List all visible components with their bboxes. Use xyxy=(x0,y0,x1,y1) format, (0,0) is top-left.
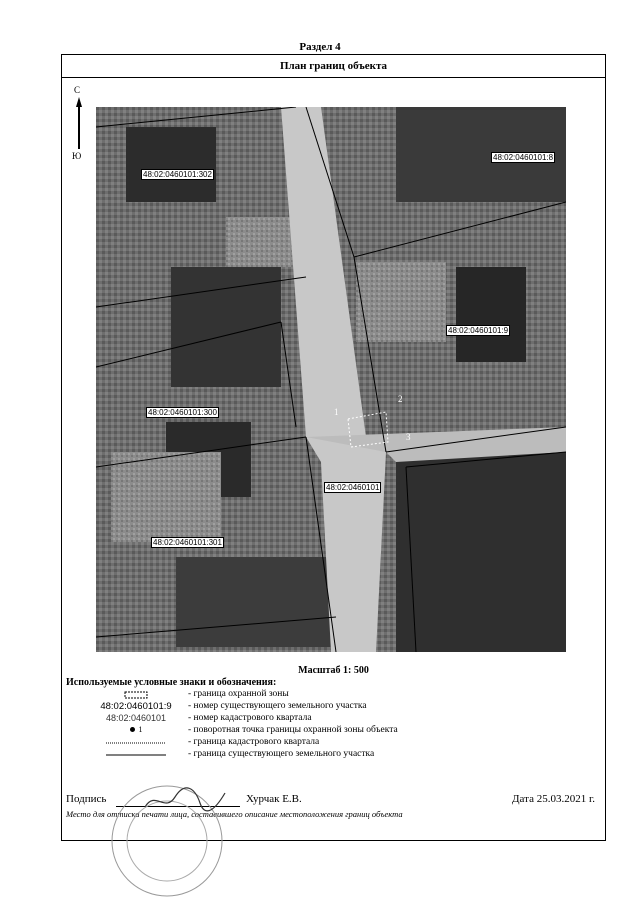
quarter-number-symbol: 48:02:0460101 xyxy=(105,713,167,723)
parcel-label: 48:02:0460101:301 xyxy=(153,538,222,547)
turning-point: 3 xyxy=(406,432,411,442)
map-image xyxy=(96,107,566,652)
signature-label: Подпись xyxy=(66,793,107,805)
map-scale: Масштаб 1: 500 xyxy=(298,665,369,676)
legend-item: - граница охранной зоны xyxy=(62,689,605,701)
legend-item: 1 - поворотная точка границы охранной зоны объекта xyxy=(62,725,605,737)
aerial-map xyxy=(96,107,566,652)
south-label: Ю xyxy=(72,151,82,161)
quarter-label: 48:02:0460101 xyxy=(326,483,380,492)
legend-item: 48:02:0460101:9 - номер существующего земельного участка xyxy=(62,701,605,713)
quarter-border-symbol xyxy=(86,737,186,749)
page-title: План границ объекта xyxy=(62,55,605,78)
parcel-label: 48:02:0460101:9 xyxy=(448,326,509,335)
document-frame xyxy=(61,54,606,841)
parcel-border-symbol xyxy=(86,749,186,761)
parcel-label: 48:02:0460101:302 xyxy=(143,170,212,179)
handwritten-signature xyxy=(140,785,230,815)
signer-name: Хурчак Е.В. xyxy=(246,793,302,805)
document-date: Дата 25.03.2021 г. xyxy=(512,793,595,805)
legend-item: - граница кадастрового квартала xyxy=(62,737,605,749)
legend-item: - граница существующего земельного участка xyxy=(62,749,605,761)
legend-item: 48:02:0460101 - номер кадастрового квартала xyxy=(62,713,605,725)
turning-point: 1 xyxy=(334,407,339,417)
dot-icon xyxy=(130,727,135,732)
parcel-label: 48:02:0460101:8 xyxy=(493,153,554,162)
turning-point-symbol: 1 xyxy=(86,725,186,737)
stamp-note: Место для оттиска печати лица, составившего описание местоположения границ объекта xyxy=(66,809,403,819)
north-arrow-icon xyxy=(72,97,92,157)
legend-title: Используемые условные знаки и обозначения: xyxy=(66,677,277,688)
north-arrow xyxy=(72,85,92,165)
parcel-number-symbol: 48:02:0460101:9 xyxy=(100,701,172,712)
zone-border-symbol xyxy=(86,689,186,701)
turning-point: 2 xyxy=(398,394,403,404)
north-label: С xyxy=(74,85,81,95)
parcel-label: 48:02:0460101:300 xyxy=(148,408,217,417)
section-label: Раздел 4 xyxy=(299,41,341,53)
